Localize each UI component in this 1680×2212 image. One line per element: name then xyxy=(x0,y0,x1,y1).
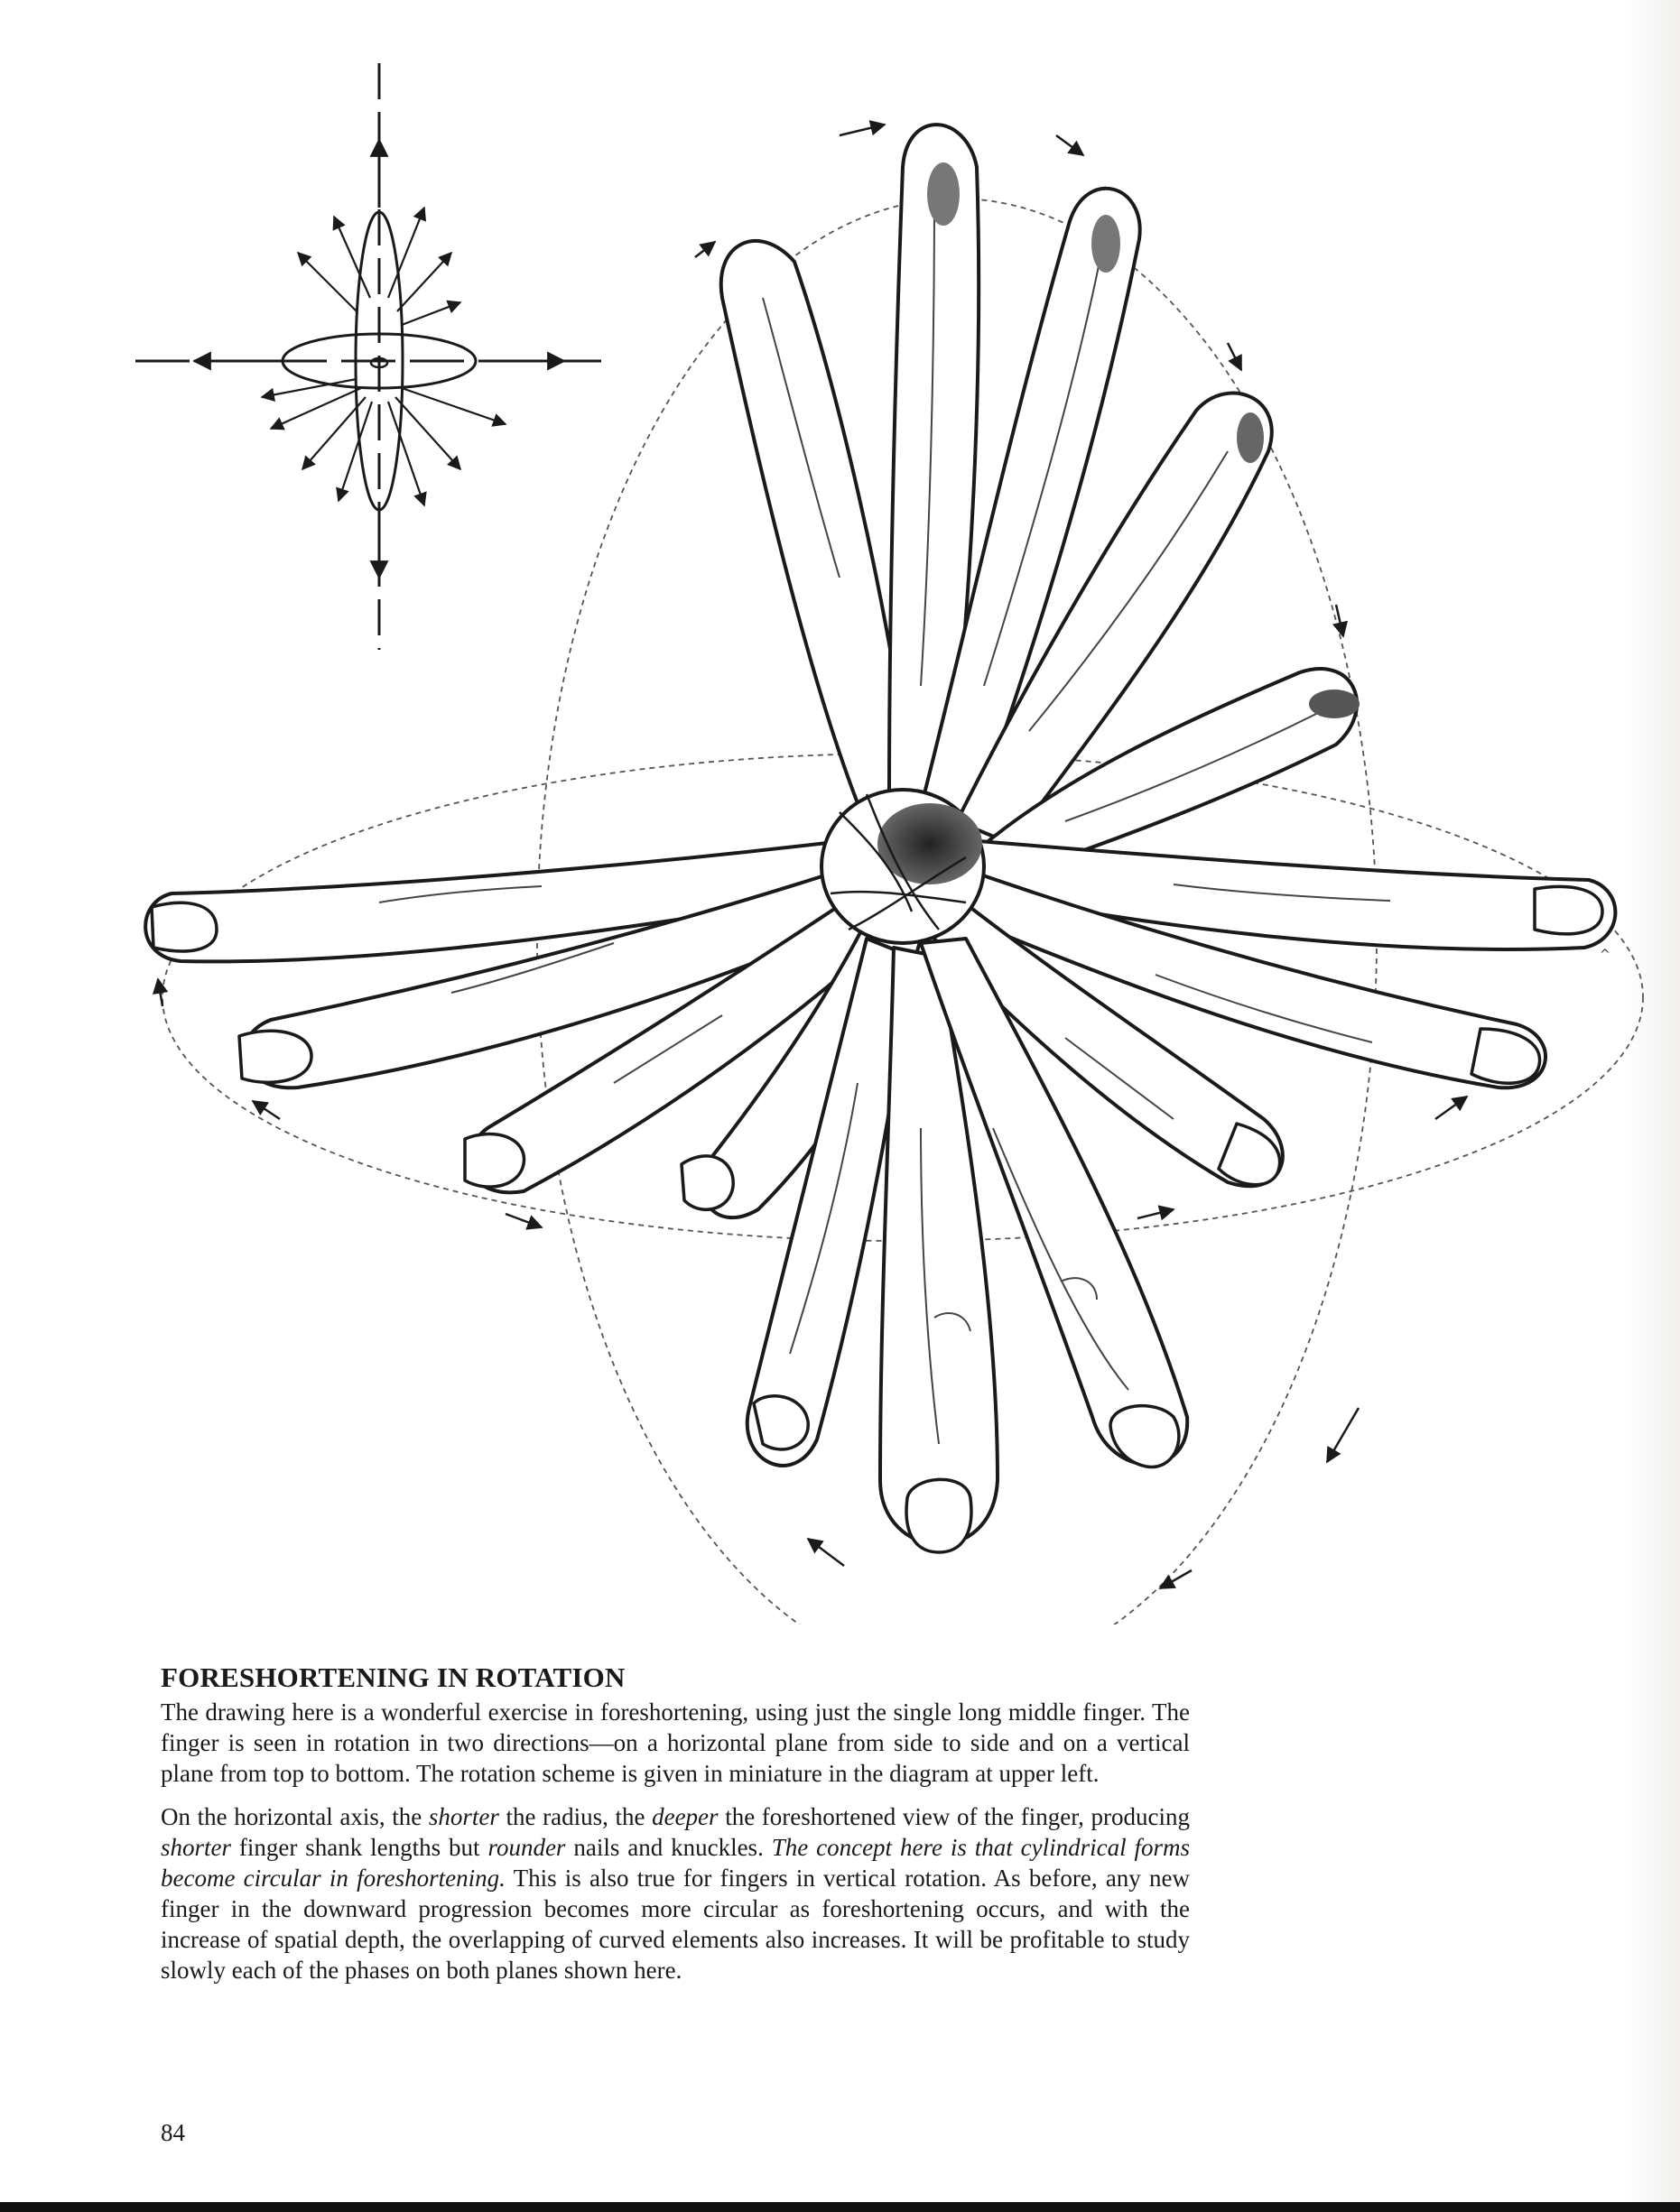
palm-hub xyxy=(821,790,984,943)
page-number: 84 xyxy=(161,2119,185,2146)
section-heading: FORESHORTENING IN ROTATION xyxy=(161,1661,626,1693)
caption-block xyxy=(161,1662,1190,1998)
diagram-radiating-arrows xyxy=(262,208,506,505)
bottom-scan-edge xyxy=(0,2202,1680,2212)
rotation-scheme-diagram xyxy=(135,63,605,650)
paragraph-explanation: On the horizontal axis, the shorter the radius, the deeper the foreshortened view of the finger, producing shorter finger shank lengths but rounder nails and knuckles. The concept here is that cylindrical forms become circular in foreshortening. This is also true for fingers in vertical rotation. As before, any new finger in the downward progression becomes more circular as foreshortening occurs, and with the increase of spatial depth, the overlapping of curved elements also increases. It will be profitable to study slowly each of the phases on both planes shown here. xyxy=(161,1803,1190,1984)
finger-up-1 xyxy=(721,241,912,803)
svg-text:^: ^ xyxy=(1600,948,1610,962)
knuckle-shadow xyxy=(877,803,982,884)
paragraph-intro: The drawing here is a wonderful exercise in foreshortening, using just the single long middle finger. The finger is seen in rotation in two directions—on a horizontal plane from side to side and on a vertical plane from top to bottom. The rotation scheme is given in miniature in the diagram at upper left. xyxy=(161,1698,1190,1787)
vertical-fingers-upper xyxy=(721,125,1360,875)
